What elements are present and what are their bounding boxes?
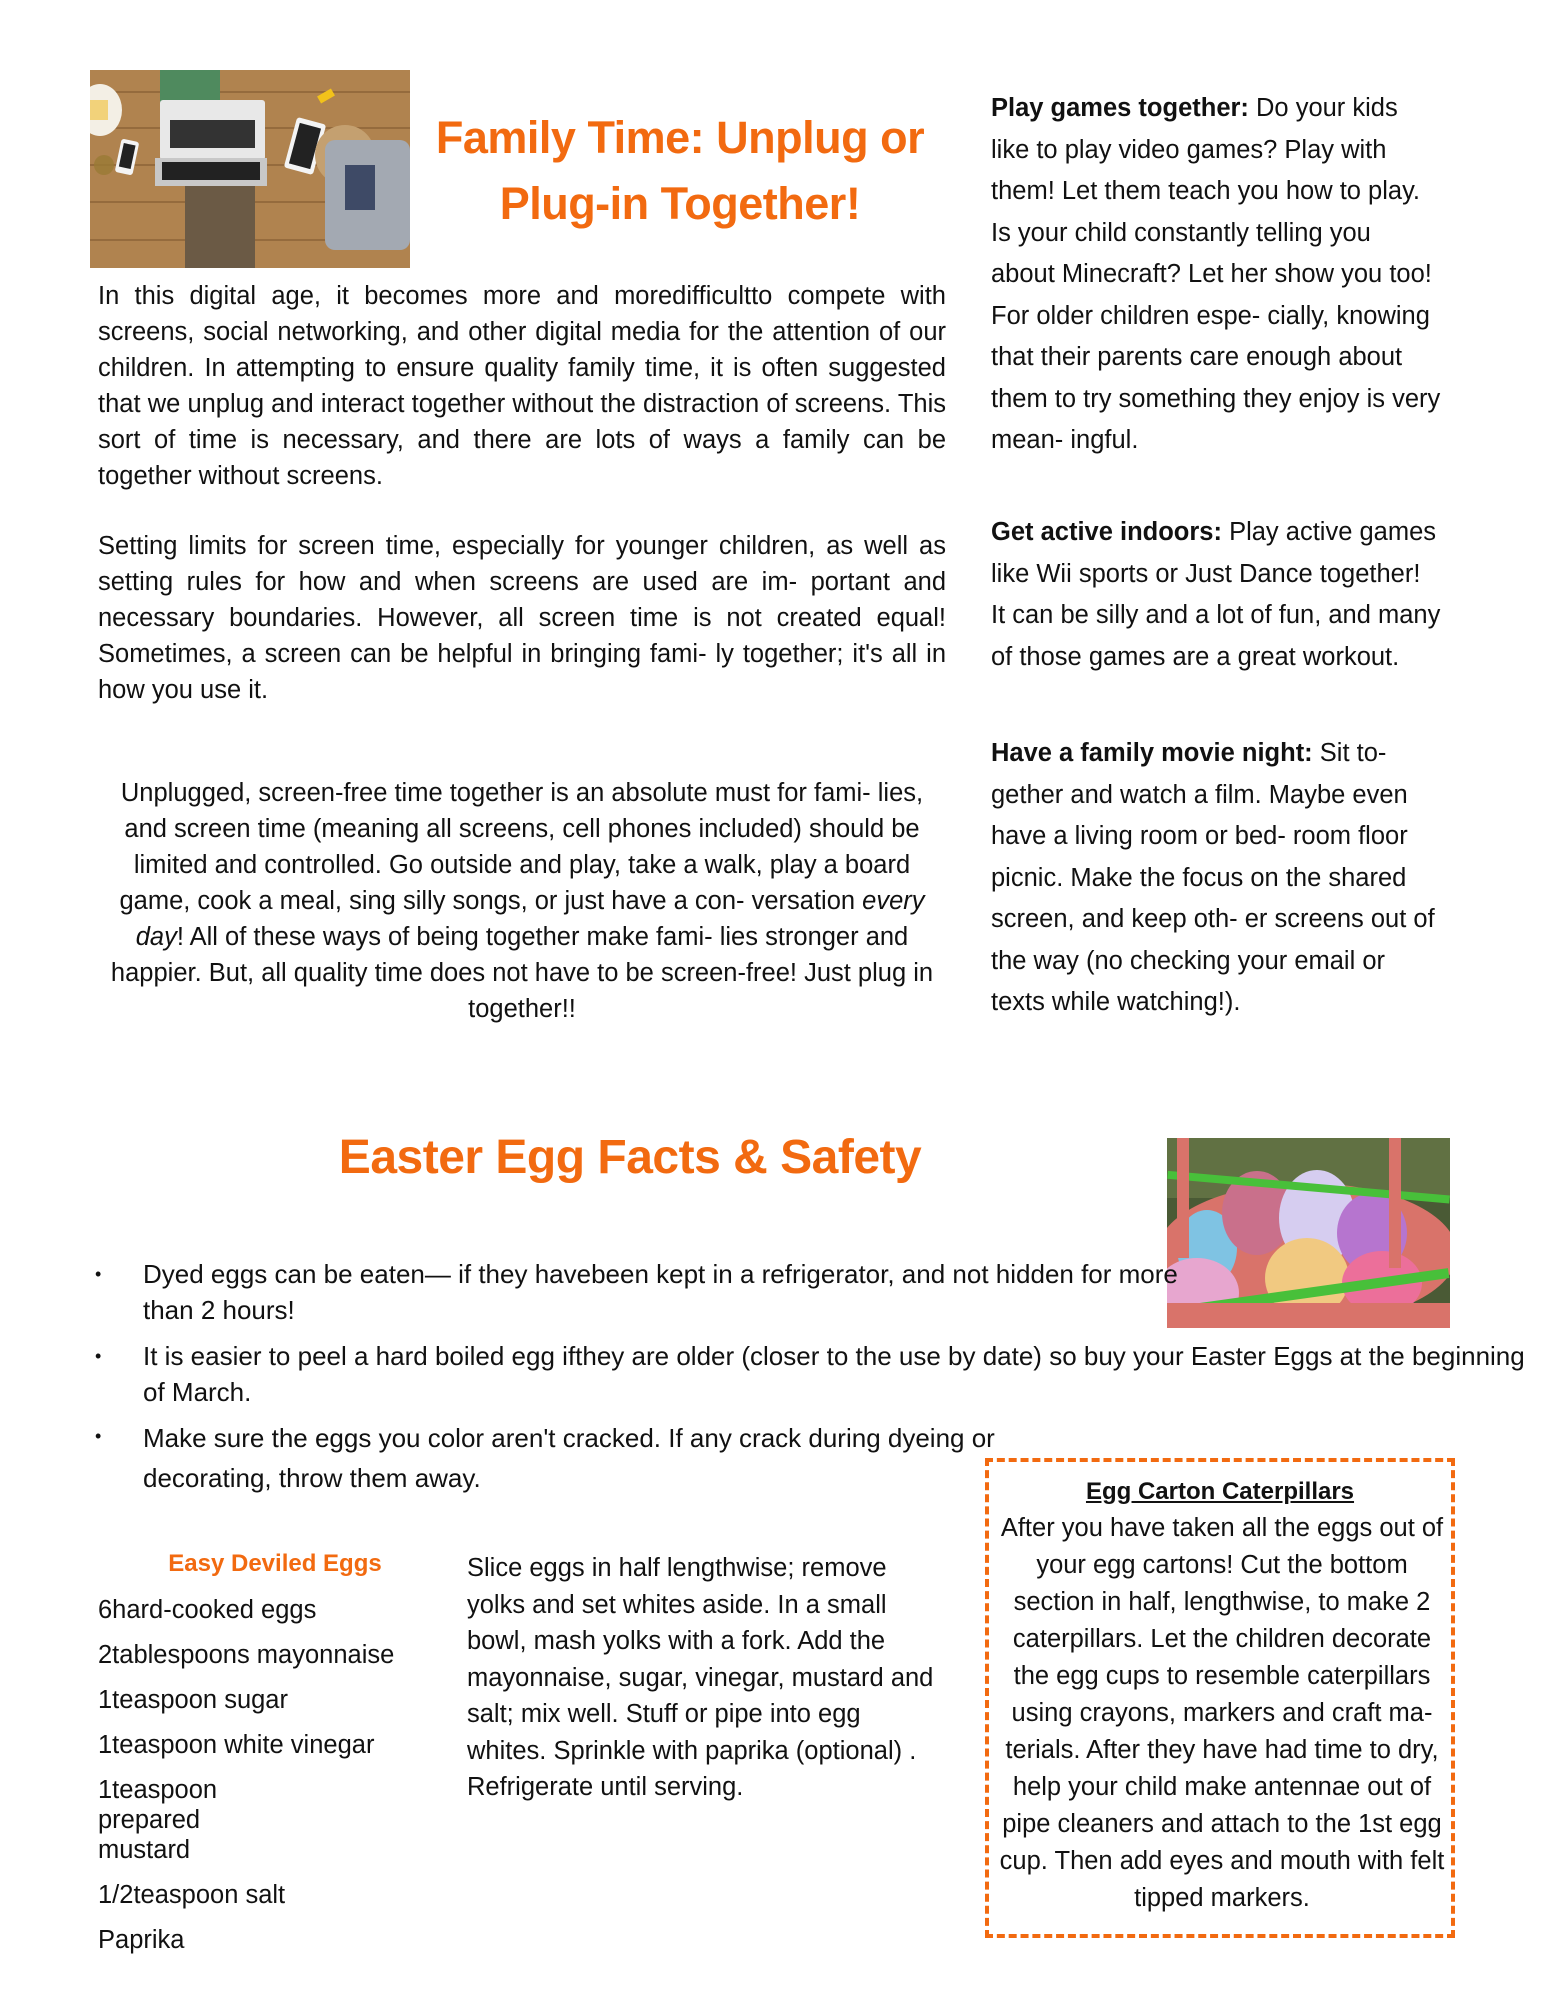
emphasis-every-day: every day — [135, 887, 925, 951]
bullet-icon: • — [95, 1426, 102, 1446]
tip-text: Play active games like Wii sports or Just Dance together! It can be silly and a lot of fun, and many of those games are a great workout. — [991, 518, 1441, 671]
screen-limits-paragraph: Setting limits for screen time, especially for younger children, as well as setting rules for how and when screens are used are im- portant and necessary boundaries. However, all screen time is not created equal! Sometimes, a screen can be helpful in bringing fami- ly together; it's all in how you use it. — [98, 532, 946, 704]
fact-text: It is easier to peel a hard boiled egg ifthey are older (closer to the use by date) so buy your Easter Eggs at the beginning of March. — [143, 1341, 1525, 1407]
fact-text: Make sure the eggs you color aren't cracked. If any crack during dyeing or decorating, throw them away. — [143, 1423, 995, 1493]
recipe-directions: Slice eggs in half lengthwise; remove yolks and set whites aside. In a small bowl, mash yolks with a fork. Add the mayonnaise, sugar, vinegar, mustard and salt; mix well. Stuff or pipe into egg whites. Sprinkle with paprika (optional) . Refrigerate until serving. — [467, 1554, 934, 1801]
recipe-title: Easy Deviled Eggs — [168, 1550, 382, 1577]
tip-play-games — [991, 88, 1441, 462]
craft-callout-box — [985, 1458, 1455, 1938]
ingredient-item: 1teaspoon prepared mustard — [98, 1776, 218, 1864]
easter-section-title: Easter Egg Facts & Safety — [338, 1131, 922, 1184]
tip-text: Do your kids like to play video games? Play with them! Let them teach you how to play. Is your child constantly telling you about Minecraft? Let her show you too! For older children espe- cially, knowing that their parents care enough about them to try something they enjoy is very mean- ingful. — [991, 94, 1441, 454]
craft-title: Egg Carton Caterpillars — [1085, 1478, 1355, 1505]
bullet-icon: • — [95, 1264, 102, 1284]
ingredient-item: 1teaspoon sugar — [98, 1686, 288, 1714]
tip-heading: Have a family movie night: — [991, 739, 1313, 767]
family-section-title: Family Time: Unplug or Plug-in Together! — [435, 112, 925, 229]
ingredient-item: 1teaspoon white vinegar — [98, 1731, 375, 1759]
ingredient-item: 6hard-cooked eggs — [98, 1596, 317, 1624]
ingredient-item: 1/2teaspoon salt — [98, 1881, 286, 1909]
tip-text: Sit to- gether and watch a film. Maybe even have a living room or bed- room floor picnic. Make the focus on the shared screen, and keep oth- er screens out of the way (no checking your email or texts while watching!). — [991, 739, 1435, 1016]
intro-paragraph: In this digital age, it becomes more and moredifficultto compete with screens, social networking, and other digital media for the attention of our children. In attempting to ensure quality family time, it is often suggested that we unplug and interact together without the distraction of screens. This sort of time is necessary, and there are lots of ways a family can be together without screens. — [98, 282, 946, 490]
ingredient-item: Paprika — [98, 1926, 185, 1954]
fact-text: Dyed eggs can be eaten— if they havebeen kept in a refrigerator, and not hidden for more than 2 hours! — [143, 1259, 1178, 1325]
ingredient-item: 2tablespoons mayonnaise — [98, 1641, 395, 1669]
unplugged-text-end: ! All of these ways of being together make fami- lies stronger and happier. But, all quality time does not have to be screen-free! Just plug in together!! — [110, 923, 934, 1023]
tip-movie-night — [991, 733, 1441, 1024]
family-screen-photo — [90, 70, 410, 268]
unplugged-text-start: Unplugged, screen-free time together is an absolute must for fami- lies, and screen time (meaning all screens, cell phones included) should be limited and controlled. Go outside and play, take a walk, play a board game, cook a meal, sing silly songs, or just have a con- versation — [119, 779, 924, 915]
bullet-icon: • — [95, 1346, 102, 1366]
unplugged-paragraph — [98, 775, 946, 1027]
ingredients-list — [98, 1595, 428, 1970]
tip-get-active — [991, 512, 1441, 678]
tip-heading: Play games together: — [991, 94, 1249, 122]
family-photo-illustration — [90, 70, 410, 268]
tip-heading: Get active indoors: — [991, 518, 1222, 546]
craft-instructions: After you have taken all the eggs out of your egg cartons! Cut the bottom section in half, lengthwise, to make 2 caterpillars. Let the children decorate the egg cups to resemble caterpillars using crayons, markers and craft ma- terials. After they have had time to dry, help your child make antennae out of pipe cleaners and attach to the 1st egg cup. Then add eyes and mouth with felt tipped markers. — [999, 1514, 1445, 1912]
